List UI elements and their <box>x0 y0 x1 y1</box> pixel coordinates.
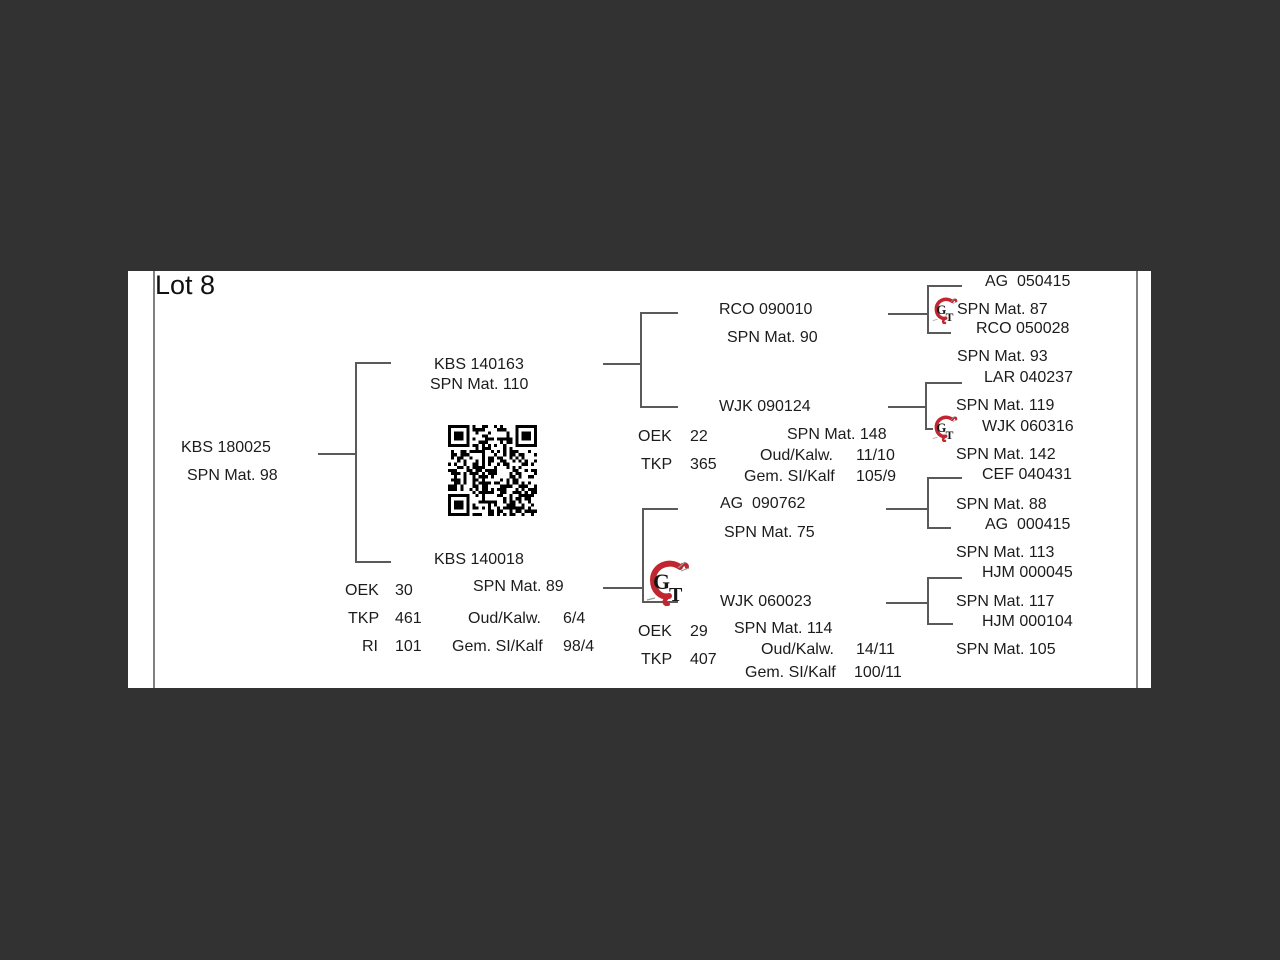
tree-connector-line <box>886 602 927 604</box>
lot-title: Lot 8 <box>155 270 216 300</box>
tree-connector-line <box>640 406 678 408</box>
tree-connector-line <box>927 623 953 625</box>
gen4-spn: SPN Mat. 105 <box>956 641 1056 658</box>
gen4-id: AG 000415 <box>985 516 1071 533</box>
tree-connector-line <box>927 285 929 333</box>
dam-dam-tkp-label: TKP <box>641 651 673 668</box>
dam-sire-spn: SPN Mat. 75 <box>724 524 815 541</box>
dam-dam-gemsikalf-label: Gem. SI/Kalf <box>745 664 836 681</box>
gen4-spn: SPN Mat. 119 <box>956 397 1055 414</box>
gen4-id: HJM 000045 <box>982 564 1073 581</box>
dam-dam-oudkalw-label: Oud/Kalw. <box>761 641 834 658</box>
sire-dam-tkp-label: TKP <box>641 456 673 473</box>
tree-connector-line <box>925 382 927 429</box>
gen4-id: HJM 000104 <box>982 613 1073 630</box>
sire-dam-spn: SPN Mat. 148 <box>787 426 887 443</box>
dam-gemsikalf-value: 98/4 <box>563 638 595 655</box>
dam-oek-label: OEK <box>345 582 379 599</box>
svg-text:T: T <box>945 429 954 442</box>
tree-connector-line <box>886 508 927 510</box>
svg-text:G: G <box>653 569 671 594</box>
gen4-spn: SPN Mat. 93 <box>957 348 1048 365</box>
sire-dam-tkp-value: 365 <box>690 456 717 473</box>
svg-text:G: G <box>936 421 947 436</box>
tree-connector-line <box>927 285 962 287</box>
tree-connector-line <box>927 577 929 624</box>
dam-dam-spn: SPN Mat. 114 <box>734 620 833 637</box>
dam-oek-value: 30 <box>395 582 413 599</box>
tree-connector-line <box>318 453 355 455</box>
tree-connector-line <box>603 587 643 589</box>
dam-sire-id: AG 090762 <box>720 495 806 512</box>
gen4-id: CEF 040431 <box>982 466 1072 483</box>
dam-tkp-label: TKP <box>348 610 380 627</box>
sire-dam-oek-label: OEK <box>638 428 672 445</box>
tree-connector-line <box>927 577 962 579</box>
sire-id: KBS 140163 <box>434 356 524 373</box>
dam-dam-oek-value: 29 <box>690 623 708 640</box>
sire-dam-id: WJK 090124 <box>719 398 811 415</box>
sire-sire-id: RCO 090010 <box>719 301 813 318</box>
subject-id: KBS 180025 <box>181 439 271 456</box>
tree-connector-line <box>642 508 678 510</box>
pedigree-page <box>128 271 1151 688</box>
svg-text:T: T <box>945 311 954 324</box>
gen4-id: RCO 050028 <box>976 320 1070 337</box>
dam-dam-gemsikalf-value: 100/11 <box>854 664 902 681</box>
dam-gemsikalf-label: Gem. SI/Kalf <box>452 638 543 655</box>
qr-code <box>448 425 537 516</box>
subject-spn: SPN Mat. 98 <box>187 467 278 484</box>
sire-dam-gemsikalf-value: 105/9 <box>856 468 897 485</box>
dam-ri-value: 101 <box>395 638 422 655</box>
tree-connector-line <box>355 561 391 563</box>
svg-text:T: T <box>669 584 683 606</box>
gen4-spn: SPN Mat. 88 <box>956 496 1047 513</box>
page-left-rule <box>153 271 155 688</box>
gen4-spn: SPN Mat. 87 <box>957 301 1048 318</box>
dam-id: KBS 140018 <box>434 551 524 568</box>
tree-connector-line <box>927 477 962 479</box>
sire-dam-oudkalw-label: Oud/Kalw. <box>760 447 833 464</box>
sire-dam-oudkalw-value: 11/10 <box>856 447 895 464</box>
tree-connector-line <box>888 313 927 315</box>
gen4-id: WJK 060316 <box>982 418 1074 435</box>
sire-spn: SPN Mat. 110 <box>430 376 529 393</box>
gt-breeder-logo <box>644 558 690 606</box>
tree-connector-line <box>927 527 951 529</box>
tree-connector-line <box>640 312 642 407</box>
tree-connector-line <box>927 477 929 528</box>
dam-dam-id: WJK 060023 <box>720 593 812 610</box>
gt-breeder-logo <box>931 414 958 442</box>
sire-sire-spn: SPN Mat. 90 <box>727 329 818 346</box>
sire-dam-oek-value: 22 <box>690 428 708 445</box>
dam-spn: SPN Mat. 89 <box>473 578 564 595</box>
svg-text:G: G <box>936 303 947 318</box>
gen4-id: LAR 040237 <box>984 369 1073 386</box>
tree-connector-line <box>640 312 678 314</box>
tree-connector-line <box>925 382 962 384</box>
gen4-spn: SPN Mat. 117 <box>956 593 1055 610</box>
dam-tkp-value: 461 <box>395 610 422 627</box>
gen4-id: AG 050415 <box>985 273 1071 290</box>
dam-oudkalw-value: 6/4 <box>563 610 586 627</box>
tree-connector-line <box>927 332 951 334</box>
dam-ri-label: RI <box>362 638 378 655</box>
tree-connector-line <box>888 406 925 408</box>
tree-connector-line <box>603 363 640 365</box>
gt-breeder-logo <box>931 296 958 324</box>
dam-dam-oek-label: OEK <box>638 623 672 640</box>
gen4-spn: SPN Mat. 113 <box>956 544 1055 561</box>
dam-dam-tkp-value: 407 <box>690 651 717 668</box>
tree-connector-line <box>355 362 391 364</box>
sire-dam-gemsikalf-label: Gem. SI/Kalf <box>744 468 835 485</box>
dam-oudkalw-label: Oud/Kalw. <box>468 610 541 627</box>
tree-connector-line <box>355 362 357 562</box>
page-right-rule <box>1136 271 1138 688</box>
gen4-spn: SPN Mat. 142 <box>956 446 1056 463</box>
dam-dam-oudkalw-value: 14/11 <box>856 641 895 658</box>
